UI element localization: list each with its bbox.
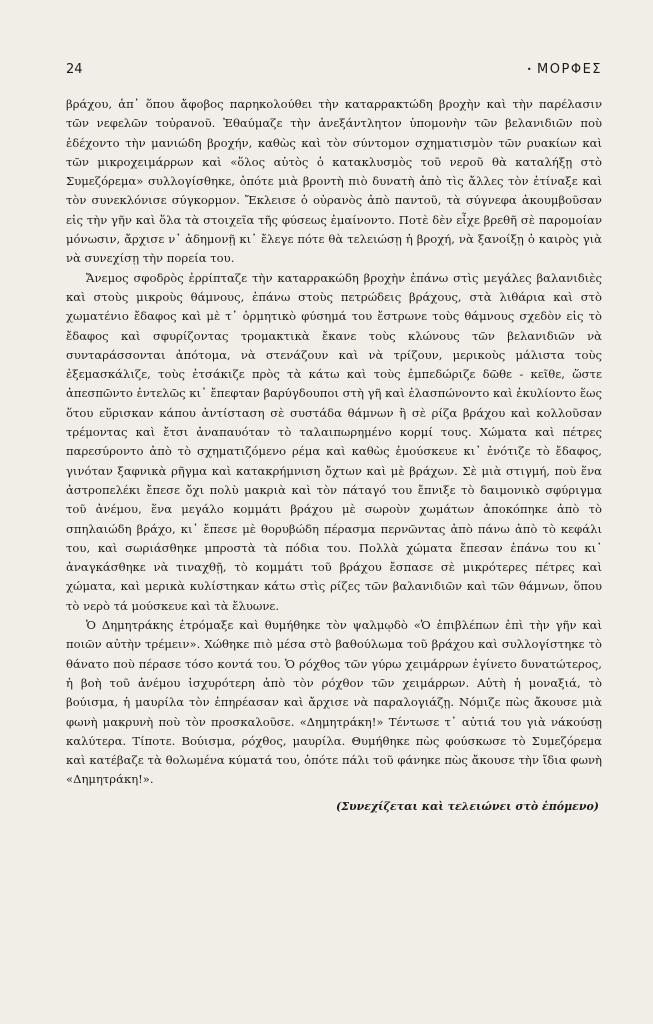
journal-title (527, 62, 602, 77)
journal-title-text: ΜΟΡΦΕΣ (537, 62, 602, 77)
bullet-mark: • (526, 65, 534, 74)
paragraph-2: Ἄνεμος σφοδρὸς ἐρρίπταζε τὴν καταρρακώδη βροχὴν ἐπάνω στὶς μεγάλες βαλανιδιὲς καὶ στοὺς μικροὺς θάμνους, ἐπάνω στοὺς πετρώδεις βράχους, στὰ λιθάρια καὶ στὸ χωματένιο ἔδαφος καὶ μὲ τ᾽ ὁρμητικὸ φύσημά του ἔστρωνε τοὺς θάμνους σχεδὸν εἰς τὸ ἔδαφος καὶ σφυρίζοντας τρομακτικὰ ἔκανε τοὺς κλώνους τῶν βελανιδιῶν νὰ συνταράσσονται ἀπότομα, νὰ στενάζουν καὶ νὰ τρίζουν, μερικοὺς μάλιστα τοὺς ἐξεμασκάλιζε, τοὺς ἐτσάκιζε πρὸς τὰ κάτω καὶ τοὺς ἐμπεδώριζε δῶθε - κεῖθε, ὥστε ἀπεσπῶντο ἐντελῶς κι᾽ ἔπεφταν βαρύγδουποι στὴ γῆ καὶ ἐλασπώνοντο καὶ ἐκυλίοντο ἕως ὅτου εὕρισκαν κάπου ἀντίσταση σὲ συστάδα θάμνων ἢ σὲ ρίζα βράχου καὶ κολλοῦσαν τρέμοντας καὶ ἔτσι ἀναπαυόταν τὸ ταλαιπωρημένο κορμί τους. Χώματα καὶ πέτρες παρεσύροντο ἀπὸ τὸ σχηματιζόμενο ρέμα καὶ καθὼς ἐμούσκευε κι᾽ ἐνότιζε τὸ ἔδαφος, γινόταν ξαφνικὰ ρῆγμα καὶ κατακρήμνιση ὄχτων καὶ μὲ βράχων. Σὲ μιὰ στιγμή, ποὺ ἕνα ἀστροπελέκι ἔπεσε ὄχι πολὺ μακριὰ καὶ τὸν πάταγό του ἔπνιξε τὸ δαιμονικὸ σφύριγμα τοῦ ἀνέμου, ἕνα μεγάλο κομμάτι βράχου μὲ σωροὺν χωμάτων ἀποκόπηκε ἀπὸ τὸ σπηλαιώδη βράχο, κι᾽ ἔπεσε μὲ θορυβώδη πέρασμα περνῶντας ἀπὸ πάνω ἀπὸ τὸ κεφάλι του, καὶ σωριάσθηκε μπροστὰ τὰ πόδια του. Πολλὰ χώματα ἔπεσαν ἐπάνω του κι᾽ ἀναγκάσθηκε νὰ τιναχθῇ, τὸ κομμάτι τοῦ βράχου ἔσπασε σὲ μικρότερες πέτρες καὶ χώματα, καὶ μερικὰ κυλίστηκαν κάτω στὶς ρίζες τῶν βαλανιδιῶν καὶ τῶν θάμνων, ὅπου τὸ νερὸ τά μούσκευε καὶ τὰ ἔλυωνε. (66, 270, 602, 613)
page-header (66, 62, 602, 82)
page-number: 24 (66, 62, 83, 77)
paragraph-1: βράχου, ἀπ᾽ ὅπου ἄφοβος παρηκολούθει τὴν καταρρακτώδη βροχὴν καὶ τὴν παρέλασιν τῶν νεφελῶν τοὐρανοῦ. Ἐθαύμαζε τὴν ἀνεξάντλητον ὑπομονὴν τῶν βελανιδιῶν ποὺ ἐδέχοντο τὴν μανιώδη βροχήν, καθὼς καὶ τὸν σύντομον σχηματισμὸν τῶν ρυακίων καὶ τῶν μικροχειμάρρων καὶ «ὅλος αὐτὸς ὁ κατακλυσμὸς τοῦ νεροῦ θὰ καταλήξῃ στὸ Συμεζόρεμα» συλλογίσθηκε, ὁπότε μιὰ βροντὴ πιὸ δυνατὴ ἀπὸ τὶς ἄλλες τὸν ἐτίναξε καὶ τὸν συνεκλόνισε σύγκορμον. Ἔκλεισε ὁ οὐρανὸς ἀπὸ παντοῦ, τὰ σύγνεφα ἀκουμβοῦσαν εἰς τὴν γῆν καὶ ὅλα τὰ στοιχεῖα τῆς φύσεως ἐμαίνοντο. Ποτὲ δὲν εἶχε βρεθῆ σὲ παρομοίαν μόνωσιν, ἄρχισε ν᾽ ἀδημονῇ κι᾽ ἔλεγε πότε θὰ τελειώσῃ ἡ βροχή, νὰ ξανοίξῃ ὁ καιρὸς γιὰ νὰ συνεχίσῃ τὴν πορεία του. (66, 97, 602, 266)
paragraph-3: Ὁ Δημητράκης ἐτρόμαξε καὶ θυμήθηκε τὸν ψαλμῳδὸ «Ὁ ἐπιβλέπων ἐπὶ τὴν γῆν καὶ ποιῶν αὐτὴν τρέμειν». Χώθηκε πιὸ μέσα στὸ βαθούλωμα τοῦ βράχου καὶ συλλογίστηκε τὸ θάνατο ποὺ πέρασε τόσο κοντά του. Ὁ ρόχθος τῶν γύρω χειμάρρων ἐγίνετο δυνατώτερος, ἡ βοὴ τοῦ ἀνέμου ἰσχυρότερη ἀπὸ τὸν ρόχθον τῶν χειμάρρων. Αὐτὴ ἡ μοναξιά, τὸ βούισμα, ἡ μαυρίλα τὸν ἐπηρέασαν καὶ ἄρχισε νὰ παραλογιάζῃ. Νόμιζε πὼς ἄκουσε μιὰ φωνὴ μακρυνὴ ποὺ τὸν προσκαλοῦσε. «Δημητράκη!» Τέντωσε τ᾽ αὐτιά του γιὰ νάκούσῃ καλύτερα. Τίποτε. Βούισμα, ρόχθος, μαυρίλα. Θυμήθηκε πὼς φούσκωσε τὸ Συμεζόρεμα καὶ κατέβαζε τὰ θολωμένα κύματά του, ὁπότε πάλι τοῦ φάνηκε πὼς ἄκουσε τὴν ἴδια φωνὴ «Δημητράκη!». (66, 618, 602, 787)
continuation-note: (Συνεχίζεται καὶ τελειώνει στὸ ἑπόμενο) (336, 800, 599, 813)
article-body (66, 95, 602, 790)
